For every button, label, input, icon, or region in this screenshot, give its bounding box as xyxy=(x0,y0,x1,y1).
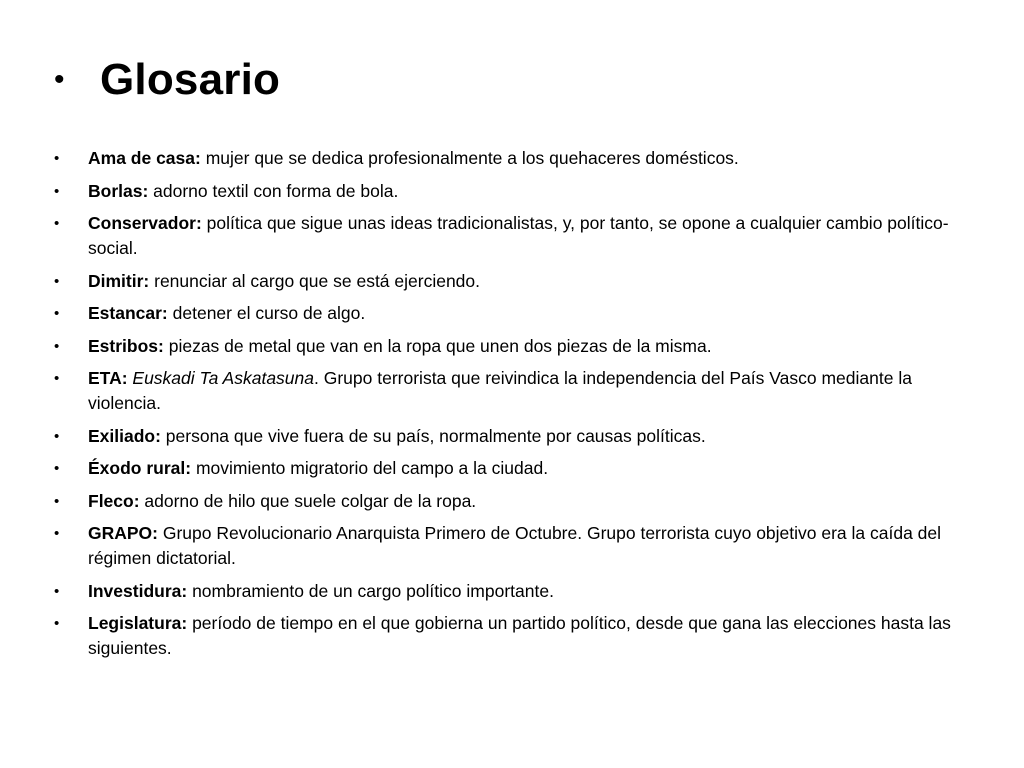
glossary-item xyxy=(54,179,974,204)
bullet: • xyxy=(54,337,60,355)
bullet: • xyxy=(54,150,60,167)
glossary-item xyxy=(54,611,974,661)
glossary-definition: período de tiempo en el que gobierna un partido político, desde que gana las elecciones hasta las siguientes. xyxy=(88,613,951,658)
glossary-definition: nombramiento de un cargo político importante. xyxy=(187,580,554,601)
glossary-definition: adorno textil con forma de bola. xyxy=(148,180,399,201)
glossary-term: Investidura: xyxy=(88,580,188,601)
glossary-item xyxy=(54,269,974,294)
glossary-emphasis: Euskadi Ta Askatasuna xyxy=(132,368,315,388)
bullet: • xyxy=(54,370,60,387)
glossary-term: Legislatura: xyxy=(88,613,188,633)
glossary-term: Exiliado: xyxy=(88,425,161,446)
glossary-entry xyxy=(88,489,974,514)
glossary-entry xyxy=(88,334,974,359)
glossary-definition: persona que vive fuera de su país, normalmente por causas políticas. xyxy=(160,425,706,446)
glossary-definition: movimiento migratorio del campo a la ciudad. xyxy=(191,458,549,478)
glossary-entry xyxy=(88,611,974,661)
bullet: • xyxy=(54,427,60,445)
bullet: • xyxy=(54,272,60,290)
glossary-item xyxy=(54,489,974,514)
glossary-item xyxy=(54,424,974,449)
bullet: • xyxy=(54,492,60,510)
glossary-entry xyxy=(88,269,974,294)
glossary-item xyxy=(54,211,974,261)
glossary-definition: renunciar al cargo que se está ejerciendo. xyxy=(149,270,481,291)
glossary-term: GRAPO: xyxy=(88,523,158,543)
glossary-definition: Grupo Revolucionario Anarquista Primero de Octubre. Grupo terrorista cuyo objetivo era la caída del régimen dictatorial. xyxy=(88,523,942,568)
glossary-term: Estribos: xyxy=(88,335,164,356)
bullet: • xyxy=(54,460,60,477)
glossary-term: Borlas: xyxy=(88,180,149,201)
bullet: • xyxy=(54,525,60,542)
title-row xyxy=(54,50,280,110)
glossary-term: Fleco: xyxy=(88,490,140,511)
glossary-term: Estancar: xyxy=(88,303,168,323)
glossary-entry xyxy=(88,456,974,481)
glossary-item xyxy=(54,456,974,481)
glossary-item xyxy=(54,146,974,171)
bullet: • xyxy=(54,215,60,232)
glossary-entry xyxy=(88,579,974,604)
glossary-definition: adorno de hilo que suele colgar de la ropa. xyxy=(139,490,477,511)
glossary-entry xyxy=(88,211,974,261)
glossary-item xyxy=(54,334,974,359)
glossary-item xyxy=(54,301,974,326)
glossary-item xyxy=(54,366,974,416)
bullet: • xyxy=(54,305,60,322)
glossary-definition: detener el curso de algo. xyxy=(167,303,366,323)
glossary-entry xyxy=(88,366,974,416)
glossary-item xyxy=(54,521,974,571)
glossary-definition: piezas de metal que van en la ropa que unen dos piezas de la misma. xyxy=(163,335,712,356)
bullet: • xyxy=(54,182,60,200)
glossary-term: ETA: xyxy=(88,368,128,388)
glossary-list xyxy=(54,146,974,669)
glossary-definition-rest: . Grupo terrorista que reivindica la independencia del País Vasco mediante la violencia. xyxy=(88,368,912,413)
glossary-definition: política que sigue unas ideas tradicionalistas, y, por tanto, se opone a cualquier cambio político-social. xyxy=(88,213,949,258)
glossary-term: Dimitir: xyxy=(88,270,150,291)
glossary-definition: mujer que se dedica profesionalmente a los quehaceres domésticos. xyxy=(200,148,739,168)
slide-title: Glosario xyxy=(100,55,281,104)
title-bullet: • xyxy=(54,63,65,96)
glossary-entry xyxy=(88,521,974,571)
glossary-entry xyxy=(88,301,974,326)
bullet: • xyxy=(54,582,60,600)
glossary-entry xyxy=(88,424,974,449)
glossary-term: Éxodo rural: xyxy=(88,458,192,478)
glossary-term: Conservador: xyxy=(88,213,202,233)
glossary-item xyxy=(54,579,974,604)
glossary-entry xyxy=(88,179,974,204)
bullet: • xyxy=(54,615,60,632)
glossary-entry xyxy=(88,146,974,171)
glossary-term: Ama de casa: xyxy=(88,148,201,168)
